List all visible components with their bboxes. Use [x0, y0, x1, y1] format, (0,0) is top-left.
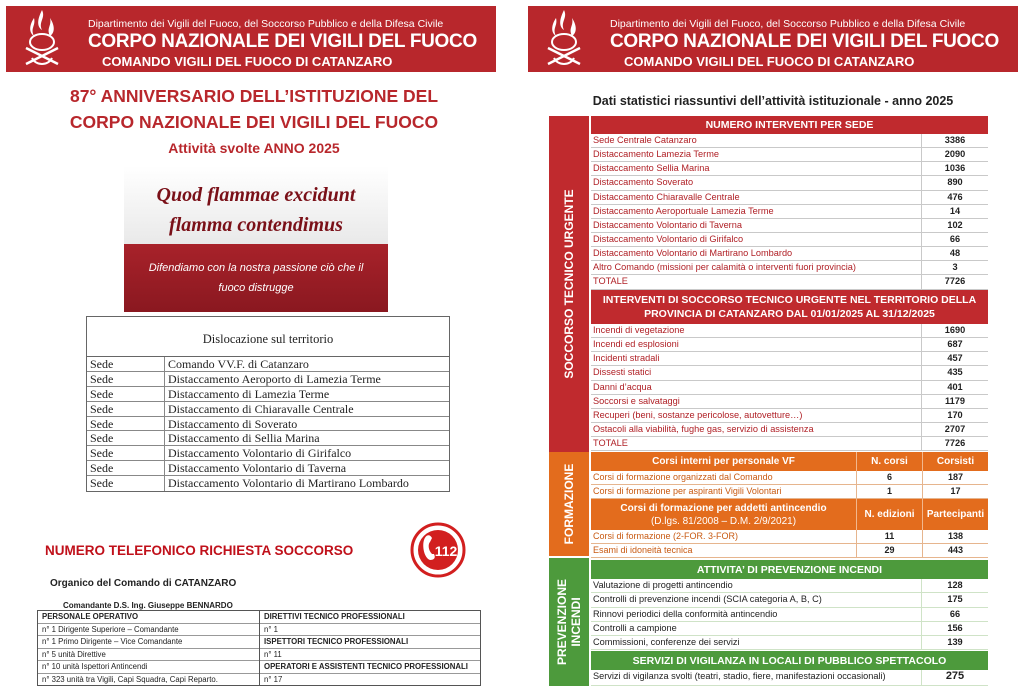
- table-row: Sede Distaccamento di Sellia Marina: [87, 431, 449, 446]
- table-row: Recuperi (beni, sostanze pericolose, autovetture…) 170: [591, 409, 988, 423]
- table-row: Incidenti stradali 457: [591, 352, 988, 366]
- table-row: Sede Centrale Catanzaro 3386: [591, 134, 988, 148]
- table-row: Sede Distaccamento di Soverato: [87, 417, 449, 432]
- table-row: Sede Distaccamento Volontario di Girifalco: [87, 446, 449, 461]
- table-row: Distaccamento Sellia Marina 1036: [591, 162, 988, 176]
- table-row: Altro Comando (missioni per calamità o interventi fuori provincia) 3: [591, 261, 988, 275]
- table-row: Sede Distaccamento di Chiaravalle Centrale: [87, 402, 449, 417]
- motto-box: [124, 166, 388, 312]
- table-row: PERSONALE OPERATIVO: [38, 611, 259, 624]
- emergency-112-icon: [410, 520, 466, 582]
- surveillance-services-table: [591, 651, 988, 686]
- left-page: [0, 0, 508, 690]
- table-header: INTERVENTI DI SOCCORSO TECNICO URGENTE NEL TERRITORIO DELLA PROVINCIA DI CATANZARO DAL 01/01/2025 AL 31/12/2025: [591, 290, 988, 324]
- table-row: Distaccamento Volontario di Taverna 102: [591, 219, 988, 233]
- section-label-prevenzione: PREVENZIONE INCENDI: [549, 558, 589, 686]
- department-line: Dipartimento dei Vigili del Fuoco, del Soccorso Pubblico e della Difesa Civile: [610, 18, 966, 30]
- table-row: Soccorsi e salvataggi 1179: [591, 395, 988, 409]
- internal-courses-table: [591, 452, 988, 499]
- statistics-title: Dati statistici riassuntivi dell’attività istituzionale - anno 2025: [592, 94, 954, 108]
- emergency-number-label: NUMERO TELEFONICO RICHIESTA SOCCORSO: [45, 543, 354, 558]
- table-row: Controlli di prevenzione incendi (SCIA categoria A, B, C) 175: [591, 593, 988, 607]
- table-row: Commissioni, conferenze dei servizi 139: [591, 636, 988, 650]
- corps-title: CORPO NAZIONALE DEI VIGILI DEL FUOCO: [88, 31, 477, 52]
- dislocation-title: Dislocazione sul territorio: [87, 317, 449, 357]
- header-banner: [528, 6, 1018, 72]
- table-row: n° 17: [264, 674, 283, 684]
- table-row: Distaccamento Lamezia Terme 2090: [591, 148, 988, 162]
- table-row: n° 10 unità Ispettori Antincendi: [38, 661, 259, 674]
- motto-translation: Difendiamo con la nostra passione ciò che il fuoco distrugge: [124, 244, 388, 312]
- table-row: Sede Comando VV.F. di Catanzaro: [87, 357, 449, 372]
- section-label-soccorso: SOCCORSO TECNICO URGENTE: [549, 116, 589, 452]
- header-banner: [6, 6, 496, 72]
- table-row: Corsi di formazione organizzati dal Comando 6 187: [591, 471, 988, 485]
- motto-line1: Quod flammae excidunt: [156, 184, 356, 206]
- command-title: COMANDO VIGILI DEL FUOCO DI CATANZARO: [624, 54, 915, 69]
- table-row: DIRETTIVI TECNICO PROFESSIONALI: [260, 611, 480, 624]
- section-label-formazione: FORMAZIONE: [549, 452, 589, 556]
- table-row: Dissesti statici 435: [591, 366, 988, 380]
- table-row: Controlli a campione 156: [591, 622, 988, 636]
- motto-line2: flamma contendimus: [169, 214, 343, 236]
- fire-safety-courses-table: [591, 499, 988, 558]
- anniversary-line2: CORPO NAZIONALE DEI VIGILI DEL FUOCO: [69, 112, 439, 132]
- table-row: Sede Distaccamento Volontario di Taverna: [87, 461, 449, 476]
- table-row: n° 1 Dirigente Superiore – Comandante: [38, 624, 259, 637]
- table-row: n° 1: [260, 624, 480, 637]
- interventions-by-type-table: [591, 290, 988, 451]
- table-row: Esami di idoneità tecnica 29 443: [591, 544, 988, 558]
- table-row: Rinnovi periodici della conformità antincendio 66: [591, 608, 988, 622]
- table-row: Ostacoli alla viabilità, fughe gas, servizio di assistenza 2707: [591, 423, 988, 437]
- table-row: n° 5 unità Direttive: [38, 649, 259, 662]
- dislocation-table: [86, 316, 450, 492]
- table-row: Corsi di formazione (2-FOR. 3-FOR) 11 138: [591, 530, 988, 544]
- emergency-number: 112: [434, 543, 458, 559]
- table-row: Valutazione di progetti antincendio 128: [591, 579, 988, 593]
- table-row: Distaccamento Volontario di Girifalco 66: [591, 233, 988, 247]
- table-row: OPERATORI E ASSISTENTI TECNICO PROFESSIONALI: [260, 661, 480, 674]
- table-row: Incendi ed esplosioni 687: [591, 338, 988, 352]
- fire-prevention-table: [591, 560, 988, 650]
- table-row: Sede Distaccamento di Lamezia Terme: [87, 387, 449, 402]
- organico-title: Organico del Comando di CATANZARO: [50, 578, 237, 589]
- table-row: Incendi di vegetazione 1690: [591, 324, 988, 338]
- table-row: Distaccamento Aeroportuale Lamezia Terme 14: [591, 205, 988, 219]
- table-row: Danni d’acqua 401: [591, 381, 988, 395]
- anniversary-line1: 87° ANNIVERSARIO DELL’ISTITUZIONE DEL: [69, 86, 439, 106]
- table-row: Sede Distaccamento Volontario di Martirano Lombardo: [87, 476, 449, 491]
- table-row: ISPETTORI TECNICO PROFESSIONALI: [260, 636, 480, 649]
- table-row: Sede Distaccamento Aeroporto di Lamezia Terme: [87, 372, 449, 387]
- table-row: Distaccamento Chiaravalle Centrale 476: [591, 191, 988, 205]
- activities-year: Attività svolte ANNO 2025: [168, 140, 340, 156]
- table-row: TOTALE 7726: [591, 275, 988, 289]
- table-row: Distaccamento Volontario di Martirano Lombardo 48: [591, 247, 988, 261]
- department-line: Dipartimento dei Vigili del Fuoco, del Soccorso Pubblico e della Difesa Civile: [88, 18, 444, 30]
- table-row: Distaccamento Soverato 890: [591, 176, 988, 190]
- table-header: NUMERO INTERVENTI PER SEDE: [591, 116, 988, 134]
- table-row: Servizi di vigilanza svolti (teatri, stadio, fiere, manifestazioni occasionali) 275: [591, 670, 988, 686]
- organico-table: [37, 610, 481, 686]
- table-row: n° 1 Primo Dirigente – Vice Comandante: [38, 636, 259, 649]
- table-header: ATTIVITA’ DI PREVENZIONE INCENDI: [591, 560, 988, 579]
- table-header: Corsi interni per personale VF N. corsi Corsisti: [591, 452, 988, 471]
- table-row: Corsi di formazione per aspiranti Vigili Volontari 1 17: [591, 485, 988, 499]
- table-row: n° 323 unità tra Vigili, Capi Squadra, Capi Reparto.: [42, 674, 218, 684]
- table-header: Corsi di formazione per addetti antincendio (D.lgs. 81/2008 – D.M. 2/9/2021) N. edizioni Partecipanti: [591, 499, 988, 530]
- table-row: n° 11: [260, 649, 480, 662]
- table-row: TOTALE 7726: [591, 437, 988, 451]
- command-title: COMANDO VIGILI DEL FUOCO DI CATANZARO: [102, 54, 393, 69]
- corps-title: CORPO NAZIONALE DEI VIGILI DEL FUOCO: [610, 31, 999, 52]
- fire-brigade-emblem-icon: [16, 8, 68, 70]
- comandante-line: Comandante D.S. Ing. Giuseppe BENNARDO: [63, 601, 233, 610]
- right-page: [522, 0, 1024, 690]
- table-header: SERVIZI DI VIGILANZA IN LOCALI DI PUBBLICO SPETTACOLO: [591, 651, 988, 670]
- interventions-by-site-table: [591, 116, 988, 290]
- fire-brigade-emblem-icon: [538, 8, 590, 70]
